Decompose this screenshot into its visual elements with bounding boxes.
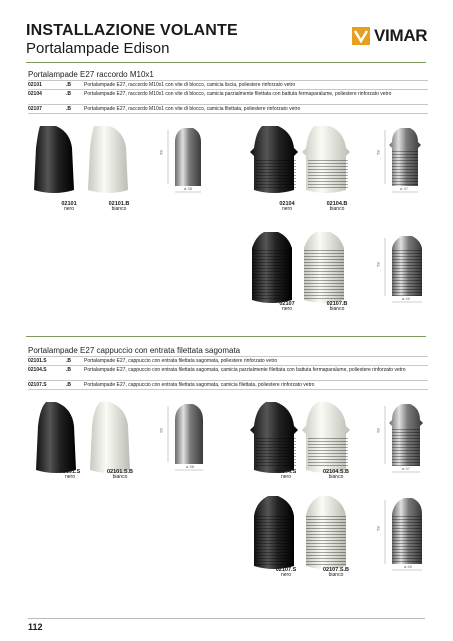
dimension-diameter: ø 40 xyxy=(402,296,411,301)
product-caption: 02101.B bianco xyxy=(108,201,130,212)
lampholder-02101-image xyxy=(34,126,74,193)
row-code: 02107.S xyxy=(28,382,47,388)
row-code: 02104 xyxy=(28,91,42,97)
technical-drawing-02104 xyxy=(385,128,421,192)
row-desc: Portalampade E27, cappuccio con entrata filettata sagomata, camicia parzialmente filettata con battuta fermaparalume, poliestere rinforzato vetro xyxy=(84,367,406,373)
table-row xyxy=(28,91,428,103)
product-images-section-1 xyxy=(0,120,453,335)
product-table xyxy=(28,80,428,120)
product-caption: 02107.S nero xyxy=(275,567,297,578)
row-variant: .B xyxy=(66,82,71,88)
brand-logo xyxy=(352,26,430,46)
table-line xyxy=(28,80,428,81)
table-line xyxy=(28,389,428,390)
table-row xyxy=(28,106,428,112)
page-subtitle: Portalampade Edison xyxy=(26,40,170,57)
product-caption: 02101 nero xyxy=(61,201,77,212)
table-line xyxy=(28,113,428,114)
lampholder-02104B-image xyxy=(302,126,350,193)
product-caption: 02107.B bianco xyxy=(326,301,348,312)
row-variant: .B xyxy=(66,91,71,97)
product-table xyxy=(28,356,428,396)
lampholder-02104SB-image xyxy=(302,402,350,473)
dimension-height: 58 xyxy=(375,428,381,433)
row-desc: Portalampade E27, raccordo M10x1 con vite di blocco, camicia liscia, poliestere rinforzato vetro xyxy=(84,82,296,88)
table-row xyxy=(28,358,428,364)
lampholder-02107S-image xyxy=(254,496,294,569)
row-code: 02101 xyxy=(28,82,42,88)
table-line xyxy=(28,104,428,105)
dimension-height: 58 xyxy=(158,150,164,155)
brand-name: VIMAR xyxy=(374,26,428,45)
product-caption: 02104.B bianco xyxy=(326,201,348,212)
dimension-height: 58 xyxy=(375,262,381,267)
product-caption: 02107 nero xyxy=(279,301,295,312)
technical-drawing-02104S xyxy=(385,404,423,472)
product-caption: 02104 nero xyxy=(279,201,295,212)
header-divider xyxy=(26,62,426,63)
row-variant: .B xyxy=(66,382,71,388)
table-row xyxy=(28,382,428,388)
product-caption: 02104.S.B bianco xyxy=(323,469,349,480)
product-caption: 02101.S.B bianco xyxy=(107,469,133,480)
dimension-diameter: ø 37 xyxy=(400,186,409,191)
row-desc: Portalampade E27, cappuccio con entrata filettata sagomata, camicia filettata, poliestere rinforzato vetro xyxy=(84,382,315,388)
row-variant: .B xyxy=(66,106,71,112)
row-desc: Portalampade E27, raccordo M10x1 con vite di blocco, camicia filettata, poliestere rinforzato vetro xyxy=(84,106,301,112)
lampholder-02104S-image xyxy=(250,402,298,473)
product-caption: 02101.S nero xyxy=(59,469,81,480)
product-caption: 02107.S.B bianco xyxy=(323,567,349,578)
lampholder-02107B-image xyxy=(304,232,344,303)
technical-drawing-02107 xyxy=(385,236,422,302)
page-title: INSTALLAZIONE VOLANTE xyxy=(26,22,238,39)
dimension-height: 58 xyxy=(158,428,164,433)
row-code: 02104.S xyxy=(28,367,47,373)
row-code: 02101.S xyxy=(28,358,47,364)
row-desc: Portalampade E27, cappuccio con entrata filettata sagomata, poliestere rinforzato vetro xyxy=(84,358,278,364)
page-number: 112 xyxy=(28,622,43,632)
dimension-diameter: ø 37 xyxy=(402,466,411,471)
dimension-diameter: ø 38 xyxy=(186,464,195,469)
technical-drawing-02101S xyxy=(168,404,203,470)
lampholder-02101B-image xyxy=(88,126,128,193)
lampholder-02107-image xyxy=(252,232,292,303)
vimar-logo-icon xyxy=(352,27,370,45)
section-divider xyxy=(26,336,426,337)
lampholder-02104-image xyxy=(250,126,298,193)
dimension-height: 58 xyxy=(375,526,381,531)
dimension-diameter: ø 40 xyxy=(404,564,413,569)
row-variant: .B xyxy=(66,358,71,364)
technical-drawing-02107S xyxy=(385,498,422,570)
table-row xyxy=(28,367,428,379)
lampholder-02107SB-image xyxy=(306,496,346,569)
product-caption: 02104.S nero xyxy=(275,469,297,480)
section-title: Portalampade E27 cappuccio con entrata filettata sagomata xyxy=(28,346,241,355)
lampholder-02101S-image xyxy=(36,402,76,473)
technical-drawing-02101 xyxy=(168,128,201,192)
product-images-section-2 xyxy=(0,398,453,613)
table-row xyxy=(28,82,428,88)
dimension-height: 58 xyxy=(375,150,381,155)
section-title: Portalampade E27 raccordo M10x1 xyxy=(28,70,154,79)
lampholder-02101SB-image xyxy=(90,402,130,473)
footer-divider xyxy=(28,618,425,619)
table-line xyxy=(28,89,428,90)
table-line xyxy=(28,365,428,366)
dimension-diameter: ø 38 xyxy=(184,186,193,191)
row-variant: .B xyxy=(66,367,71,373)
table-line xyxy=(28,380,428,381)
row-desc: Portalampade E27, raccordo M10x1 con vite di blocco, camicia parzialmente filettata con battuta fermaparalume, poliestere rinforzato vetro xyxy=(84,91,392,97)
table-line xyxy=(28,356,428,357)
row-code: 02107 xyxy=(28,106,42,112)
